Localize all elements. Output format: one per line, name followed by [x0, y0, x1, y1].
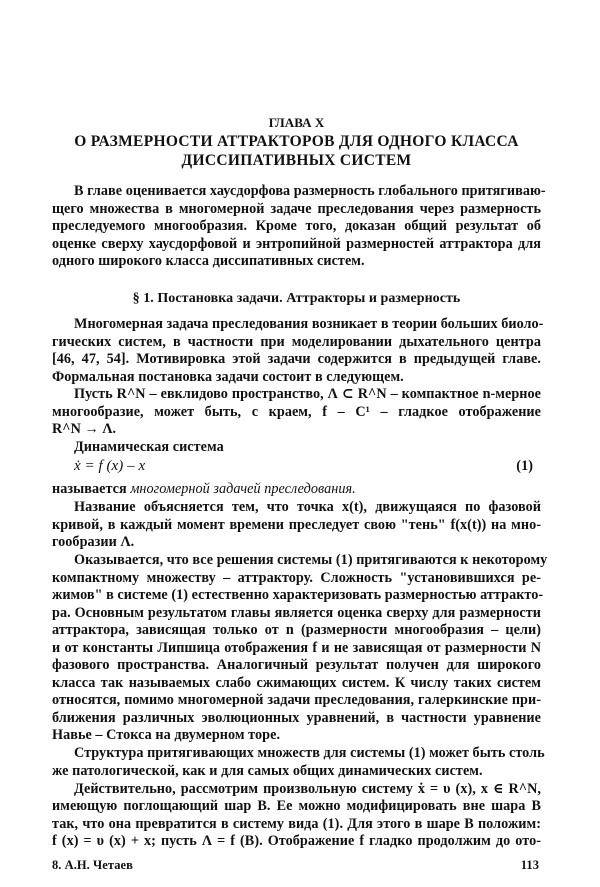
- body-line: Навье – Стокса на двумерном торе.: [52, 727, 281, 743]
- body-line: имеющую поглощающий шар B. Ее можно модифицировать вне шара B: [52, 798, 541, 814]
- body-line: Динамическая система: [74, 438, 224, 455]
- body-line: и от константы Липшица отображения f и не зависящая от размерности N: [52, 639, 541, 656]
- body-line: R^N → Λ.: [52, 421, 117, 437]
- body-line: ближения различных эволюционных уравнений, в частности уравнение: [52, 709, 541, 726]
- chapter-title-line-1: О РАЗМЕРНОСТИ АТТРАКТОРОВ ДЛЯ ОДНОГО КЛАССА: [74, 133, 519, 150]
- text-span: называется: [52, 481, 131, 497]
- chapter-label: ГЛАВА X: [268, 115, 325, 130]
- abstract-line: преследуемого многообразия. Кроме того, доказан общий результат об: [52, 218, 541, 234]
- page-number: 113: [520, 858, 539, 872]
- body-line: Формальная постановка задачи состоит в следующем.: [52, 368, 404, 385]
- abstract-line: оценке сверху хаусдорфовой и энтропийной размерностей аттрактора для: [52, 235, 541, 252]
- equation-text: ẋ = f (x) – x: [74, 458, 146, 474]
- body-line: же патологической, как и для самых общих динамических систем.: [52, 762, 483, 779]
- body-line: f (x) = υ (x) + x; пусть Λ = f (B). Отображение f гладко продолжим до ото-: [52, 833, 541, 849]
- body-line: Многомерная задача преследования возникает в теории больших биоло-: [74, 316, 544, 332]
- body-line: Действительно, рассмотрим произвольную систему ẋ = υ (x), x ∈ R^N,: [74, 780, 541, 797]
- section-heading: § 1. Постановка задачи. Аттракторы и размерность: [132, 291, 461, 306]
- equation-1: [52, 458, 541, 475]
- body-line: кривой, в каждый момент времени преследует свою "тень" f(x(t)) на мно-: [52, 516, 541, 533]
- body-line: фазового пространства. Аналогичный результат получен для широкого: [52, 657, 541, 673]
- body-line: Пусть R^N – евклидово пространство, Λ ⊂ R^N – компактное n-мерное: [74, 386, 541, 402]
- body-line: [46, 47, 54]. Мотивировка этой задачи содержится в предыдущей главе.: [52, 351, 541, 367]
- body-line: так, что она превратится в систему вида (1). Для этого в шаре B положим:: [52, 815, 541, 832]
- equation-number: (1): [516, 458, 533, 474]
- signature-mark: 8. А.Н. Четаев: [52, 858, 133, 872]
- body-line: жимов" в системе (1) естественно характеризовать размерностью аттракто-: [52, 587, 544, 603]
- body-line: относятся, помимо многомерной задачи преследования, галеркинские при-: [52, 692, 541, 708]
- body-line: многообразие, может быть, с краем, f – C¹ – гладкое отображение: [52, 403, 541, 420]
- body-line: компактному множеству – аттрактору. Сложность "установившихся ре-: [52, 569, 541, 586]
- body-line: ра. Основным результатом главы является оценка сверху для размерности: [52, 604, 541, 621]
- chapter-title-line-2: ДИССИПАТИВНЫХ СИСТЕМ: [181, 152, 412, 169]
- abstract-line: щего множества в многомерной задаче преследования через размерность: [52, 200, 541, 217]
- body-line: гических систем, в частности при моделировании дыхательного центра: [52, 333, 541, 350]
- term-italic: многомерной задачей преследования.: [130, 481, 356, 497]
- page-footer: [52, 857, 541, 874]
- body-line: класса так называемых слабо сжимающих систем. К числу таких систем: [52, 674, 541, 691]
- abstract-line: одного широкого класса диссипативных систем.: [52, 253, 365, 269]
- body-line: Название объясняется тем, что точка x(t), движущаяся по фазовой: [74, 499, 541, 515]
- body-line: гообразии Λ.: [52, 534, 135, 550]
- body-line: Структура притягивающих множеств для системы (1) может быть столь: [74, 745, 545, 761]
- abstract-line: В главе оценивается хаусдорфова размерность глобального притягиваю-: [74, 183, 546, 199]
- body-line: Оказывается, что все решения системы (1) притягиваются к некоторому: [74, 552, 548, 568]
- body-line: аттрактора, зависящая только от n (размерности многообразия – цели): [52, 622, 541, 638]
- body-line: [52, 481, 541, 498]
